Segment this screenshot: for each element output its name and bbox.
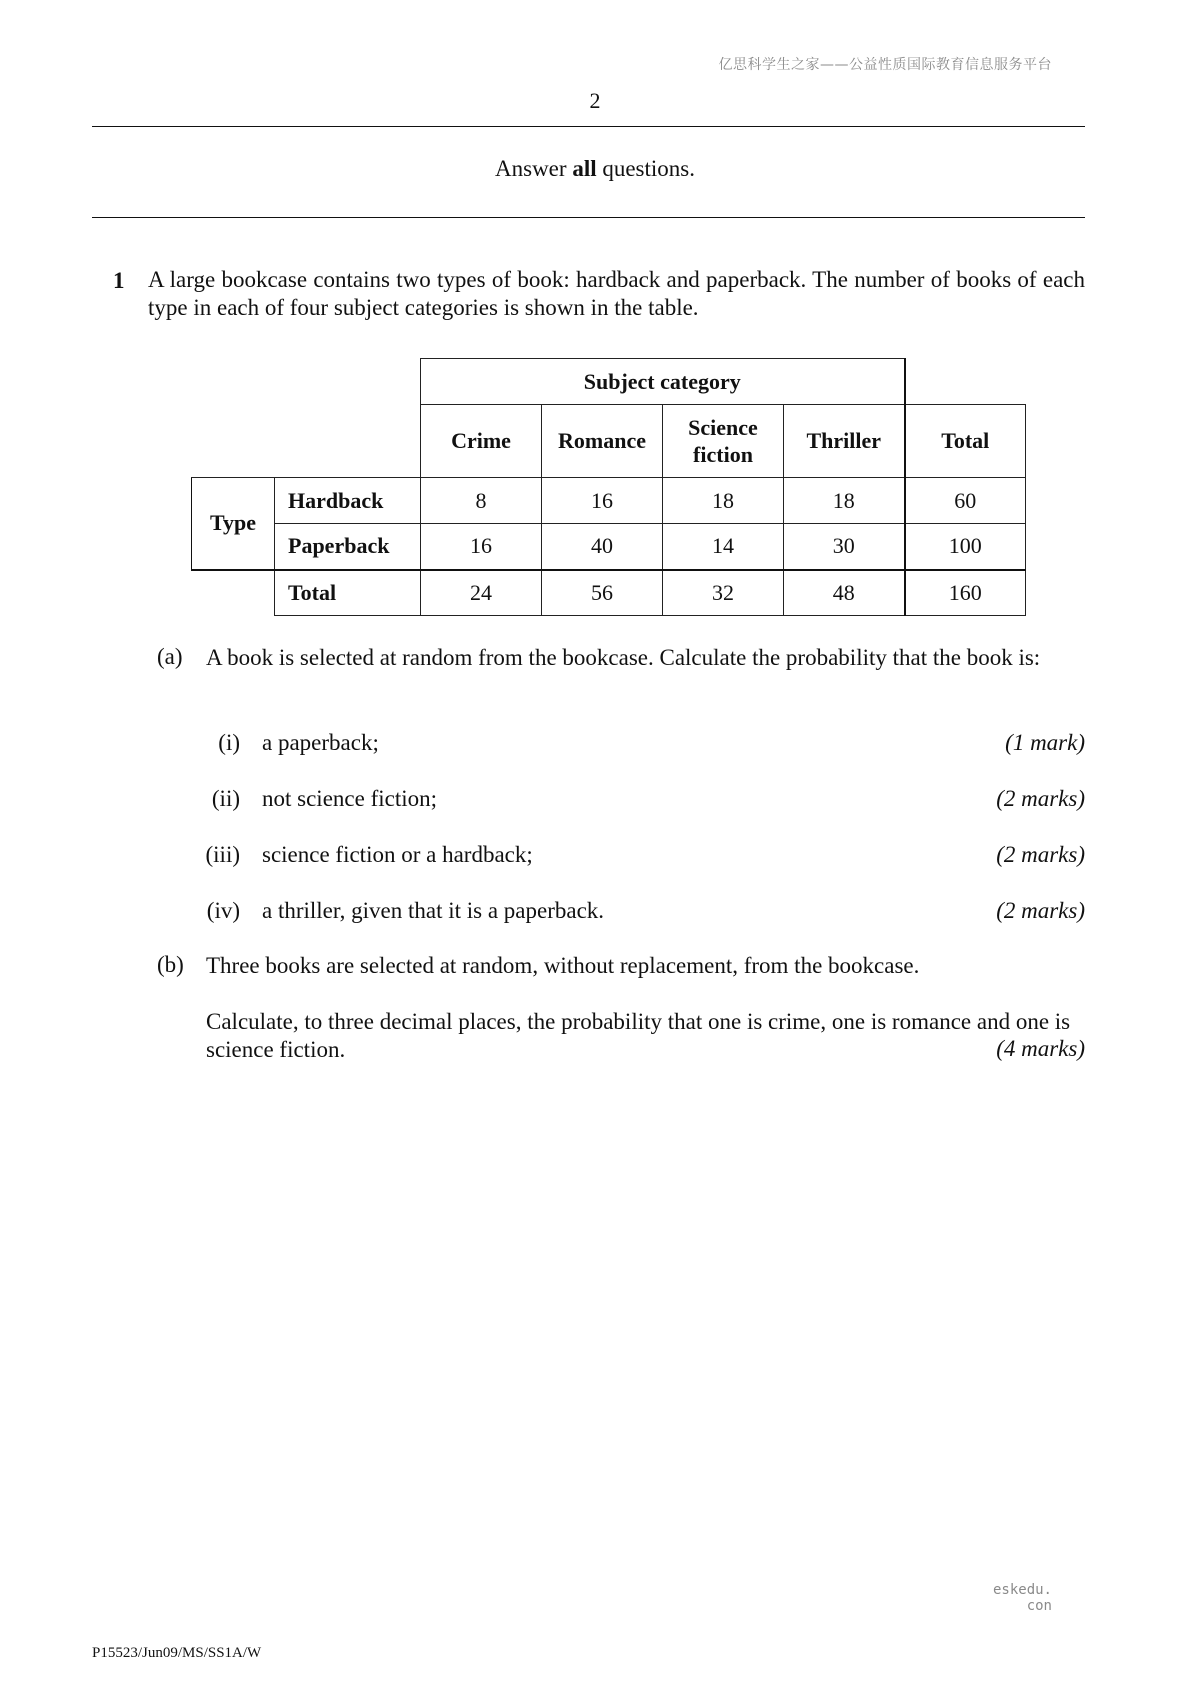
col-header-science-fiction-text: Science fiction — [688, 415, 758, 467]
subpart-i-label: (i) — [218, 730, 240, 755]
subpart-ii-text: not science fiction; — [262, 786, 437, 811]
paper-code: P15523/Jun09/MS/SS1A/W — [92, 1645, 262, 1661]
table-cell: 14 — [663, 524, 784, 570]
subpart-ii-marks: (2 marks) — [996, 786, 1085, 811]
bottom-divider — [92, 217, 1085, 218]
subpart-iii-label: (iii) — [205, 842, 240, 867]
part-a-text: A book is selected at random from the bookcase. Calculate the probability that the book is: — [206, 645, 1041, 670]
subpart-i-text: a paperback; — [262, 730, 379, 755]
table-cell: 30 — [784, 524, 905, 570]
subpart-iv-marks: (2 marks) — [996, 898, 1085, 923]
table-cell: 56 — [542, 570, 663, 616]
table-cell: 24 — [421, 570, 542, 616]
subpart-iv-label: (iv) — [206, 898, 240, 923]
table-cell: 160 — [905, 570, 1026, 616]
table-cell: 8 — [421, 478, 542, 524]
table-cell: 32 — [663, 570, 784, 616]
books-table — [191, 358, 1026, 616]
table-group-header: Subject category — [421, 359, 905, 405]
table-cell: 18 — [784, 478, 905, 524]
col-header-crime: Crime — [421, 405, 542, 478]
table-cell: 48 — [784, 570, 905, 616]
col-header-total: Total — [905, 405, 1026, 478]
page-number: 2 — [589, 88, 601, 113]
subpart-iii-marks: (2 marks) — [996, 842, 1085, 867]
part-b-question — [206, 1008, 1086, 1064]
instruction-pre: Answer — [495, 156, 573, 181]
table-cell: 40 — [542, 524, 663, 570]
part-a-label: (a) — [157, 644, 183, 669]
table-cell: 18 — [663, 478, 784, 524]
top-divider — [92, 126, 1085, 127]
row-group-label: Type — [192, 478, 275, 570]
col-header-science-fiction — [663, 405, 784, 478]
table-cell: 100 — [905, 524, 1026, 570]
col-header-romance: Romance — [542, 405, 663, 478]
part-b-label: (b) — [157, 952, 184, 977]
table-cell: 60 — [905, 478, 1026, 524]
table-cell: 16 — [421, 524, 542, 570]
subpart-iv-text: a thriller, given that it is a paperback. — [262, 898, 605, 923]
subpart-i-marks: (1 mark) — [1005, 730, 1085, 755]
subpart-iii-text: science fiction or a hardback; — [262, 842, 533, 867]
col-header-thriller: Thriller — [784, 405, 905, 478]
part-b-marks: (4 marks) — [996, 1036, 1085, 1061]
part-b-text: Three books are selected at random, without replacement, from the bookcase. — [206, 953, 920, 978]
part-b-question-text: Calculate, to three decimal places, the probability that one is crime, one is romance and one is science fiction. — [206, 1009, 1071, 1062]
site-watermark: eskedu. con — [992, 1582, 1052, 1614]
question-text: A large bookcase contains two types of book: hardback and paperback. The number of books of each type in each of four subject categories is shown in the table. — [148, 267, 1085, 320]
row-label-total: Total — [275, 570, 421, 616]
table-cell: 16 — [542, 478, 663, 524]
question-number: 1 — [113, 268, 125, 293]
instruction-bold: all — [572, 156, 597, 181]
row-label-hardback: Hardback — [275, 478, 421, 524]
instruction-post: questions. — [596, 156, 695, 181]
subpart-ii-label: (ii) — [211, 786, 240, 811]
row-label-paperback: Paperback — [275, 524, 421, 570]
watermark-text: 亿思科学生之家——公益性质国际教育信息服务平台 — [718, 57, 1052, 73]
instruction — [0, 156, 1190, 182]
